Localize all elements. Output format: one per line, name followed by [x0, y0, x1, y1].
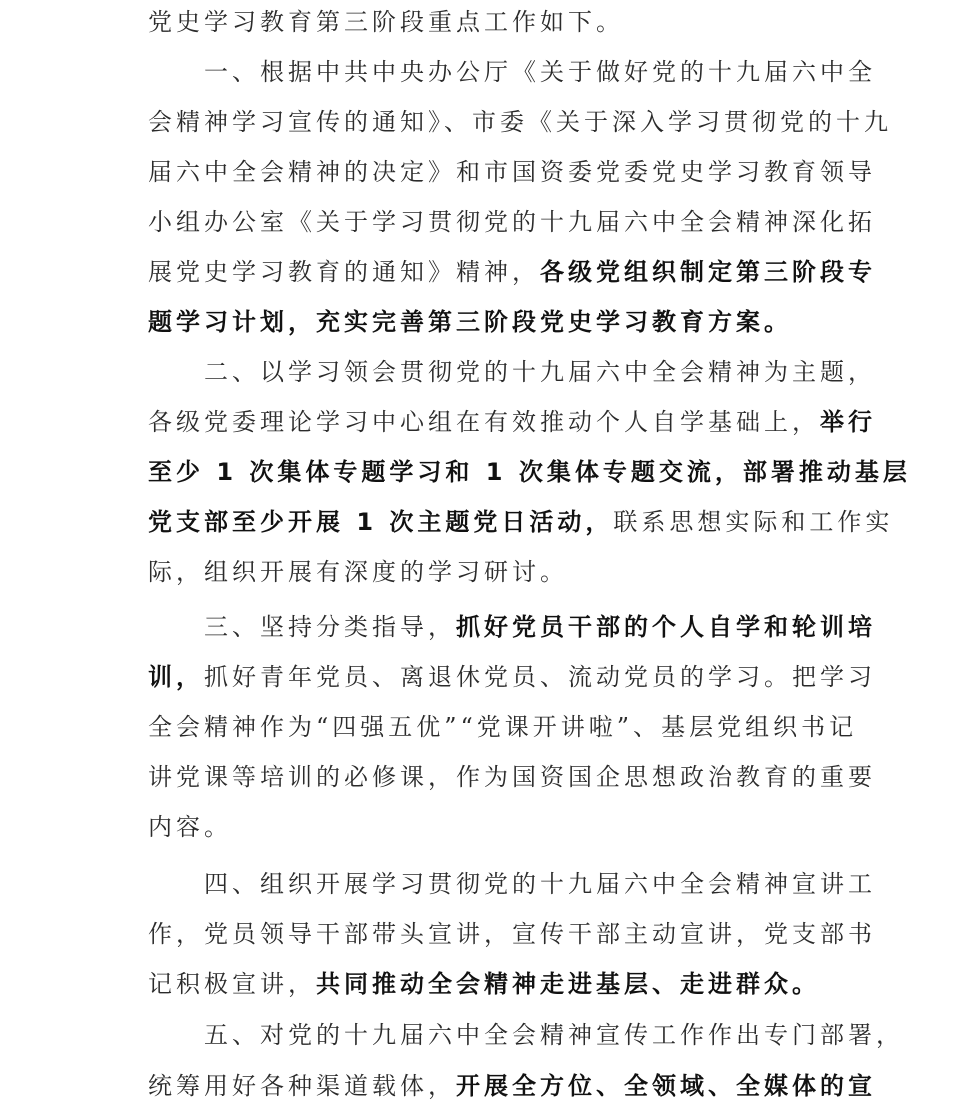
text-line	[148, 1015, 904, 1055]
text-line	[148, 402, 876, 442]
line-text-tail: 联系思想实际和工作实	[613, 508, 894, 536]
text-line	[148, 607, 876, 647]
line-text: 记积极宣讲，	[148, 970, 316, 998]
line-text: 五、对党的十九届六中全会精神宣传工作作出专门部署，	[148, 1021, 904, 1049]
text-line	[148, 452, 911, 492]
text-line	[148, 807, 232, 847]
line-bold-text: 至少 1 次集体专题学习和 1 次集体专题交流，部署推动基层	[148, 458, 911, 486]
text-line	[148, 52, 876, 92]
line-bold-text: 共同推动全会精神走进基层、走进群众。	[316, 970, 820, 998]
line-text: 内容。	[148, 813, 232, 841]
text-line	[148, 102, 892, 142]
line-text: 届六中全会精神的决定》和市国资委党委党史学习教育领导	[148, 158, 876, 186]
text-line	[148, 964, 820, 1004]
text-line	[148, 707, 857, 747]
line-bold-text: 开展全方位、全领域、全媒体的宣	[456, 1072, 876, 1100]
line-bold-text: 题学习计划，充实完善第三阶段党史学习教育方案。	[148, 308, 792, 336]
line-text: 三、坚持分类指导，	[148, 613, 456, 641]
text-line	[148, 914, 876, 954]
text-line	[148, 864, 876, 904]
text-line	[148, 1066, 876, 1106]
text-line	[148, 757, 876, 797]
text-line	[148, 552, 568, 592]
line-text: 四、组织开展学习贯彻党的十九届六中全会精神宣讲工	[148, 870, 876, 898]
line-text: 会精神学习宣传的通知》、市委《关于深入学习贯彻党的十九	[148, 108, 892, 136]
line-text-tail: 抓好青年党员、离退休党员、流动党员的学习。把学习	[204, 663, 876, 691]
text-line	[148, 252, 876, 292]
line-text: 作，党员领导干部带头宣讲，宣传干部主动宣讲，党支部书	[148, 920, 876, 948]
line-text: 全会精神作为“四强五优”“党课开讲啦”、基层党组织书记	[148, 713, 858, 741]
line-bold-text: 党支部至少开展 1 次主题党日活动，	[148, 508, 614, 536]
line-bold-text: 训，	[148, 663, 204, 691]
line-bold-text: 抓好党员干部的个人自学和轮训培	[456, 613, 876, 641]
text-line	[148, 352, 876, 392]
text-line	[148, 2, 624, 42]
line-text: 一、根据中共中央办公厅《关于做好党的十九届六中全	[148, 58, 876, 86]
text-line	[148, 202, 876, 242]
text-line	[148, 302, 792, 342]
line-text: 党史学习教育第三阶段重点工作如下。	[148, 8, 624, 36]
line-bold-text: 举行	[820, 408, 876, 436]
line-text: 小组办公室《关于学习贯彻党的十九届六中全会精神深化拓	[148, 208, 876, 236]
line-text: 统筹用好各种渠道载体，	[148, 1072, 456, 1100]
line-bold-text: 各级党组织制定第三阶段专	[540, 258, 876, 286]
text-line	[148, 152, 876, 192]
line-text: 二、以学习领会贯彻党的十九届六中全会精神为主题，	[148, 358, 876, 386]
line-text: 际，组织开展有深度的学习研讨。	[148, 558, 568, 586]
line-text: 各级党委理论学习中心组在有效推动个人自学基础上，	[148, 408, 820, 436]
line-text: 讲党课等培训的必修课，作为国资国企思想政治教育的重要	[148, 763, 876, 791]
text-line	[148, 502, 893, 542]
text-line	[148, 657, 876, 697]
line-text: 展党史学习教育的通知》精神，	[148, 258, 540, 286]
